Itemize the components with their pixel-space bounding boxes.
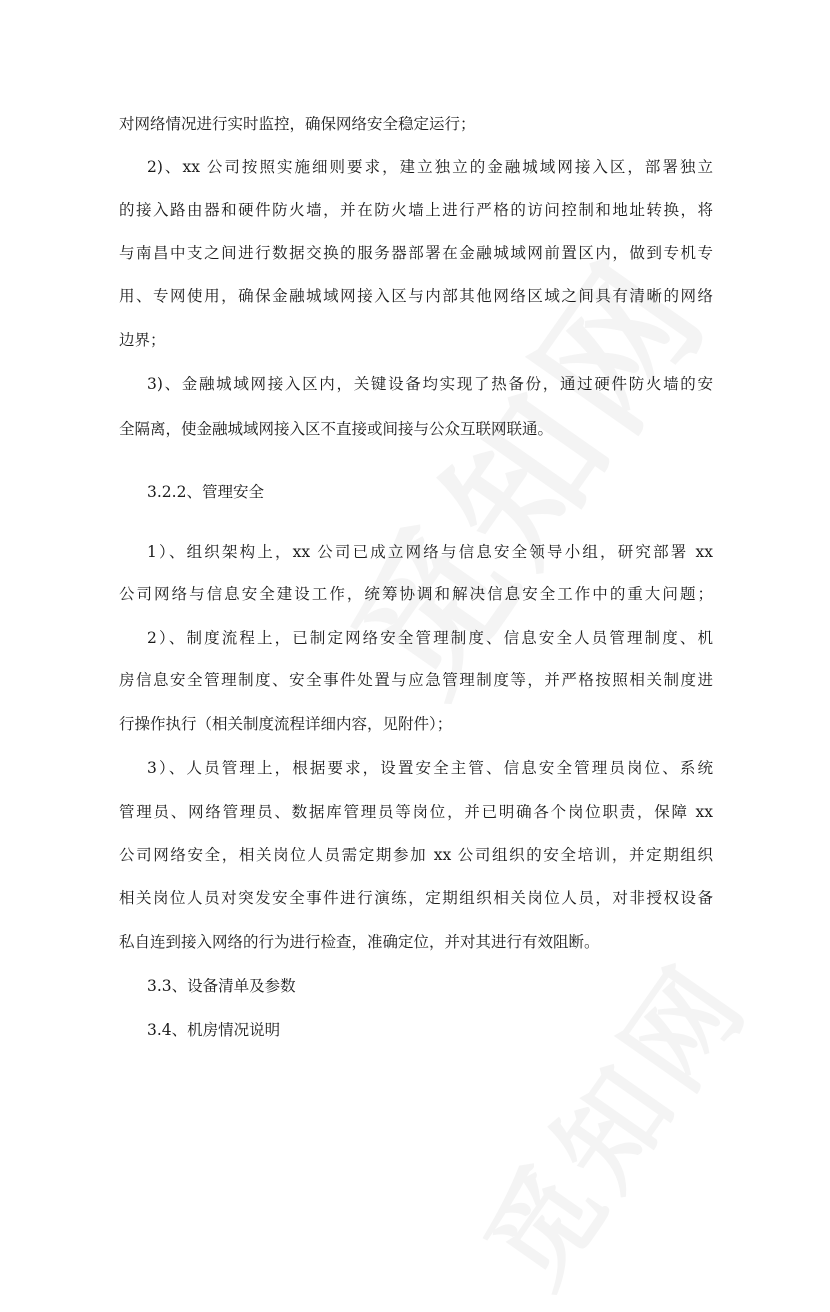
paragraph-line: 公司网络与信息安全建设工作，统筹协调和解决信息安全工作中的重大问题；	[119, 585, 713, 603]
section-heading: 3.3、设备清单及参数	[147, 977, 296, 995]
paragraph-line: 3)、金融城域网接入区内，关键设备均实现了热备份，通过硬件防火墙的安	[147, 375, 713, 393]
paragraph-line: 房信息安全管理制度、安全事件处置与应急管理制度等，并严格按照相关制度进	[119, 671, 713, 689]
paragraph-line: 2）、制度流程上，已制定网络安全管理制度、信息安全人员管理制度、机	[147, 629, 713, 647]
paragraph-line: 与南昌中支之间进行数据交换的服务器部署在金融城域网前置区内，做到专机专	[119, 244, 713, 262]
paragraph-line: 的接入路由器和硬件防火墙，并在防火墙上进行严格的访问控制和地址转换，将	[119, 201, 713, 219]
paragraph-line: 全隔离，使金融城域网接入区不直接或间接与公众互联网联通。	[119, 420, 554, 438]
paragraph-line: 用、专网使用，确保金融城域网接入区与内部其他网络区域之间具有清晰的网络	[119, 287, 713, 305]
paragraph-line: 私自连到接入网络的行为进行检查，准确定位，并对其进行有效阻断。	[119, 933, 600, 951]
section-heading: 3.4、机房情况说明	[147, 1021, 281, 1039]
paragraph-line: 相关岗位人员对突发安全事件进行演练，定期组织相关岗位人员，对非授权设备	[119, 889, 713, 907]
paragraph-line: 3）、人员管理上，根据要求，设置安全主管、信息安全管理员岗位、系统	[147, 759, 713, 777]
paragraph-line: 公司网络安全，相关岗位人员需定期参加 xx 公司组织的安全培训，并定期组织	[119, 846, 713, 864]
paragraph-line: 管理员、网络管理员、数据库管理员等岗位，并已明确各个岗位职责，保障 xx	[119, 803, 713, 821]
paragraph-line: 1）、组织架构上，xx 公司已成立网络与信息安全领导小组，研究部署 xx	[147, 543, 713, 561]
section-heading: 3.2.2、管理安全	[147, 483, 264, 501]
paragraph-line: 2)、xx 公司按照实施细则要求，建立独立的金融城域网接入区，部署独立	[147, 158, 713, 176]
paragraph-line: 对网络情况进行实时监控，确保网络安全稳定运行；	[119, 115, 476, 133]
paragraph-line: 边界；	[119, 331, 166, 349]
paragraph-line: 行操作执行（相关制度流程详细内容，见附件）；	[119, 715, 453, 733]
